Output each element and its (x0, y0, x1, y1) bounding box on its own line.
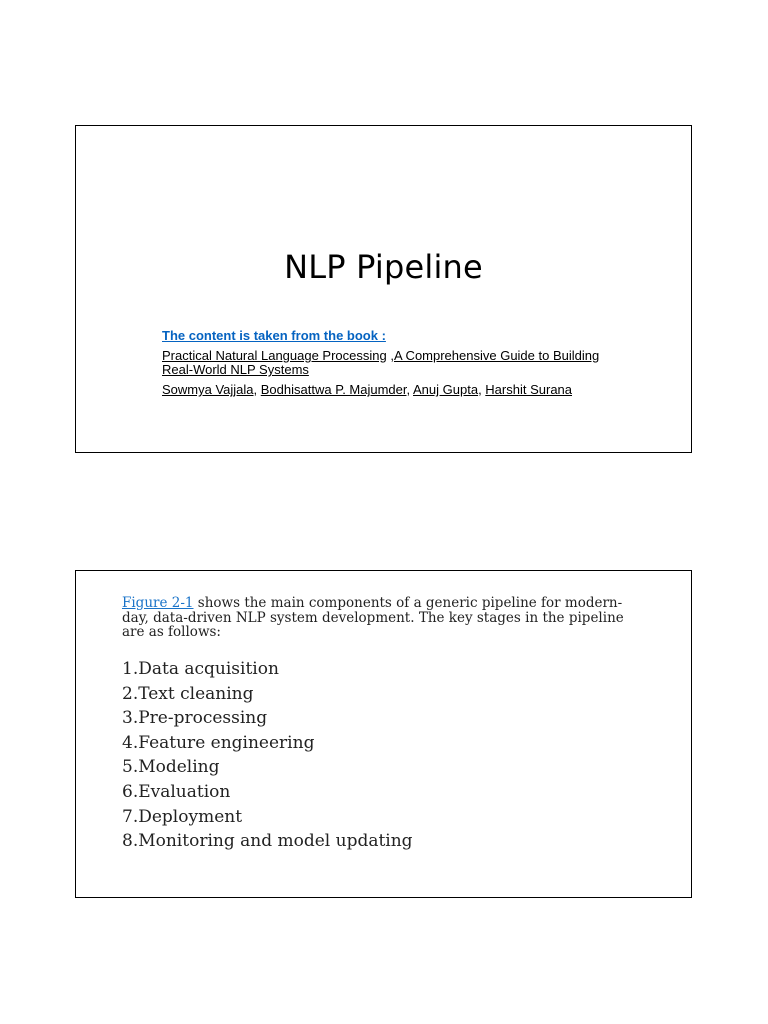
author-separator: , (406, 382, 414, 397)
stage-item: 6.Evaluation (122, 781, 231, 802)
stage-item: 8.Monitoring and model updating (122, 831, 413, 852)
book-title-separator: , (386, 348, 394, 363)
intro-paragraph (122, 596, 647, 640)
stage-item: 2.Text cleaning (122, 683, 254, 704)
book-title (162, 349, 632, 377)
slide-title: NLP Pipeline (284, 248, 483, 286)
stage-item: 4.Feature engineering (122, 732, 315, 753)
pipeline-stages-slide (75, 570, 692, 898)
book-title-link[interactable]: Practical Natural Language Processing (162, 348, 387, 363)
author-link[interactable]: Anuj Gupta (413, 382, 479, 397)
stage-list (122, 657, 413, 854)
figure-link[interactable]: Figure 2-1 (122, 595, 194, 611)
source-citation (162, 329, 632, 397)
authors-line (162, 383, 632, 397)
stage-item: 3.Pre-processing (122, 708, 268, 729)
author-link[interactable]: Harshit Surana (485, 382, 573, 397)
stage-item: 5.Modeling (122, 757, 220, 778)
source-heading: The content is taken from the book : (162, 328, 386, 343)
author-link[interactable]: Sowmya Vajjala (162, 382, 254, 397)
author-separator: , (253, 382, 261, 397)
intro-text: shows the main components of a generic pipeline for modern-day, data-driven NLP system development. The key stages in the pipeline are as follows: (122, 595, 624, 640)
title-slide (75, 125, 692, 453)
book-subtitle-link[interactable]: A Comprehensive Guide to Building Real-World NLP Systems (162, 348, 600, 377)
author-separator: , (478, 382, 486, 397)
author-link[interactable]: Bodhisattwa P. Majumder (260, 382, 407, 397)
stage-item: 7.Deployment (122, 806, 243, 827)
stage-item: 1.Data acquisition (122, 659, 279, 679)
